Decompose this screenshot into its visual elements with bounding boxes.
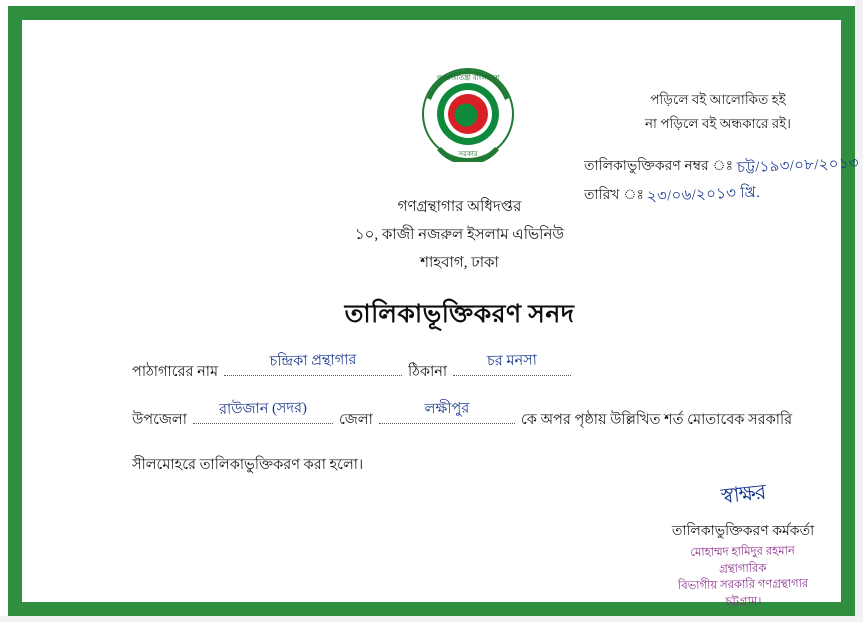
stamp-city: চট্টগ্রাম। [725,595,762,609]
certificate-body [28,26,859,609]
district-label: জেলা [338,412,373,428]
svg-text:গণপ্রজাতন্ত্রী বাংলাদেশ: গণপ্রজাতন্ত্রী বাংলাদেশ [436,74,500,82]
signature-block [628,478,858,611]
official-stamp [627,542,858,613]
address-label: ঠিকানা [408,364,448,380]
quote-line-1: পড়িলে বই আলোকিত হই [650,92,786,107]
scan-edge-bottom [0,616,863,622]
stamp-designation: গ্রন্থাগারিক [719,562,767,576]
handwritten-signature: স্বাক্ষর [719,479,767,509]
header-quote [568,88,863,135]
stamp-office: বিভাগীয় সরকারি গণগ্রন্থাগার [677,578,809,593]
government-emblem-icon [409,66,527,162]
certificate-title: তালিকাভূক্তিকরণ সনদ [344,301,575,328]
department-name: গণগ্রন্থাগার অধিদপ্তর [397,199,522,215]
form-line-name-address [132,352,804,385]
registration-date-label: তারিখ ঃ [584,188,644,204]
upazila-label: উপজেলা [132,412,187,428]
registration-number-value: চট্ট/১৯৩/০৮/২০১৩ [736,155,859,177]
department-city: শাহবাগ, ঢাকা [420,254,499,271]
form-line-tail [132,454,804,478]
district-field [379,400,515,424]
tail-text: সীলমোহরে তালিকাভুক্তিকরণ করা হলো। [132,457,364,473]
library-name-field [224,352,402,376]
officer-title: তালিকাভুক্তিকরণ কর্মকর্তা [671,524,815,539]
address-field [453,352,571,376]
department-address [28,194,863,277]
upazila-value: রাউজান (সদর) [218,400,307,418]
library-name-value: চন্দ্রিকা প্রন্থাগার [269,352,357,370]
clause-text: কে অপর পৃষ্ঠায় উল্লিখিত শর্ত মোতাবেক সরকারি [520,412,793,428]
upazila-field [193,400,333,424]
department-street: ১০, কাজী নজরুল ইসলাম এভিনিউ [354,226,565,243]
registration-number-label: তালিকাভুক্তিকরণ নম্বর ঃ [584,159,734,174]
stamp-officer-name: মোহাম্মদ হামিদুর রহমান [690,545,795,559]
registration-number-row [584,152,859,181]
svg-text:সরকার: সরকার [458,150,478,158]
quote-line-2: না পড়িলে বই অন্ধকারে রই। [644,115,792,131]
district-value: লক্ষীপুর [424,400,470,418]
address-value: চর মনসা [486,352,538,370]
form-line-upazila-district [132,400,804,433]
library-name-label: পাঠাগারের নাম [132,364,219,380]
certificate-form-body [132,352,804,478]
registration-date-value: ২৩/০৬/২০১৩ খ্রি. [647,185,761,206]
